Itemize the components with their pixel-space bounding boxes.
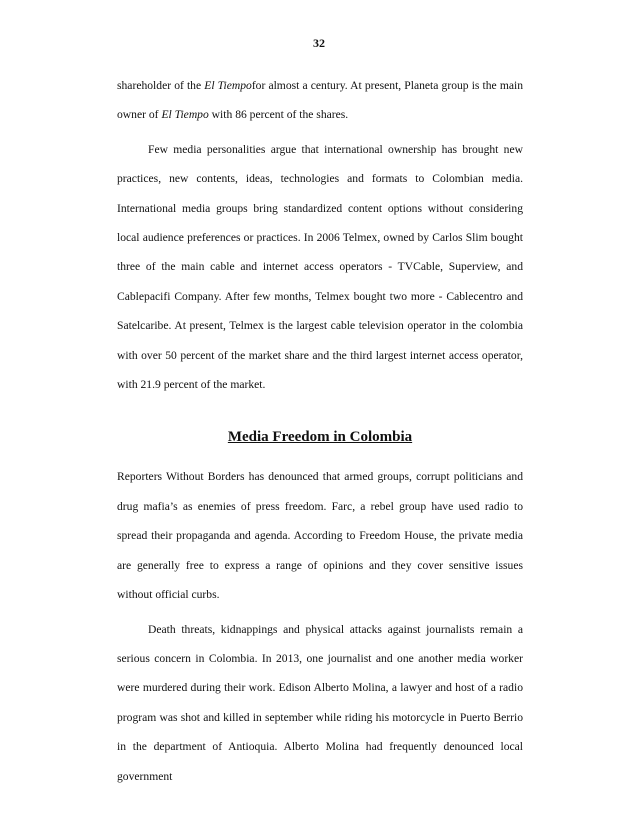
para1-text-a: shareholder of the	[117, 79, 205, 92]
section-heading: Media Freedom in Colombia	[227, 429, 413, 446]
body-text	[117, 71, 523, 791]
page-number: 32	[313, 36, 325, 50]
para1-text-c: for almost a century. At present, Planeta group is the main owner of	[117, 79, 523, 122]
para1-italic-el-tiempo-1: El Tiempo	[204, 79, 252, 92]
paragraph-international-ownership: Few media personalities argue that international ownership has brought new practices, new contents, ideas, technologies and formats to Colombian media. International media groups bring standardized content options without considering local audience preferences or practices. In 2006 Telmex, owned by Carlos Slim bought three of the main cable and internet access operators - TVCable, Superview, and Cablepacifi Company. After few months, Telmex bought two more - Cablecentro and Satelcaribe. At present, Telmex is the largest cable television operator in the colombia with over 50 percent of the market share and the third largest internet access operator, with 21.9 percent of the market.	[117, 142, 523, 392]
paragraph-death-threats: Death threats, kidnappings and physical attacks against journalists remain a serious concern in Colombia. In 2013, one journalist and one another media worker were murdered during their work. Edison Alberto Molina, a lawyer and host of a radio program was shot and killed in september while riding his motorcycle in Puerto Berrio in the department of Antioquia. Alberto Molina had frequently denounced local government	[117, 622, 523, 783]
paragraph-reporters-without-borders: Reporters Without Borders has denounced that armed groups, corrupt politicians and drug mafia’s as enemies of press freedom. Farc, a rebel group have used radio to spread their propaganda and agenda. According to Freedom House, the private media are generally free to express a range of opinions and they cover sensitive issues without official curbs.	[117, 470, 523, 602]
paragraph-continuation	[117, 71, 523, 130]
para1-italic-el-tiempo-2: El Tiempo	[161, 108, 209, 122]
para1-text-e: with 86 percent of the shares.	[208, 108, 349, 122]
